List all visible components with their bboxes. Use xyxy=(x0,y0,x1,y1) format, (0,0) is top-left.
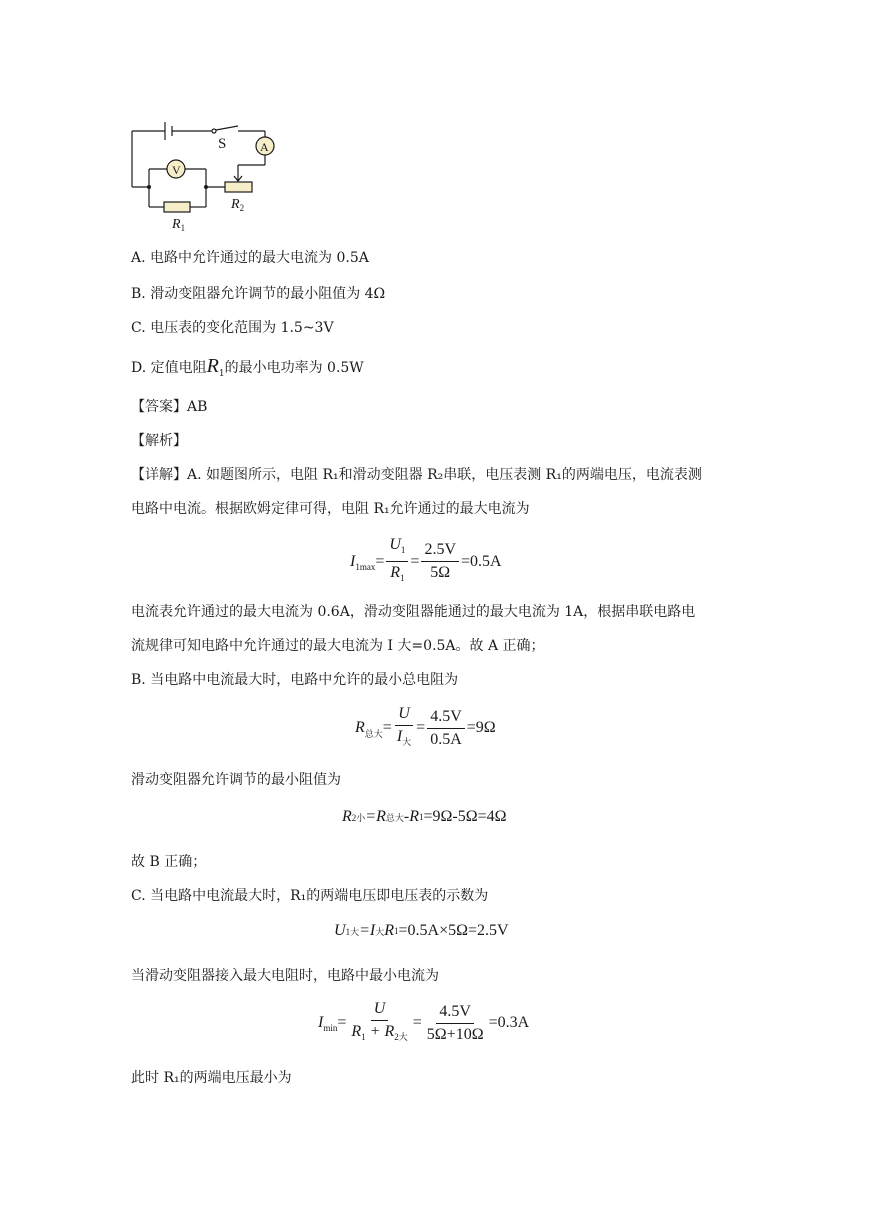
detail-p6: C. 当电路中电流最大时，R₁的两端电压即电压表的示数为 xyxy=(131,888,489,904)
switch-pivot xyxy=(212,129,216,133)
answer-label: 【答案】 xyxy=(131,399,187,415)
answer-value: AB xyxy=(187,399,208,415)
answer-line xyxy=(131,397,207,417)
detail-p1-line2: 电路中电流。根据欧姆定律可得，电阻 R₁允许通过的最大电流为 xyxy=(131,501,530,517)
analysis-label: 【解析】 xyxy=(131,433,187,449)
equation-2: R $_{总大}$ = $\frac{U}{I_大}$ = $\frac{4.5V}{0.5A}$ =9Ω xyxy=(355,705,496,748)
switch-blade xyxy=(216,126,238,130)
equation-5: I $_{min}$ = $\frac{U}{R_1 + R_{2大}}$ = $\frac{4.5V}{5\Omega+10\Omega}$ =0.3A xyxy=(318,1000,530,1043)
option-d: D. 定值电阻$R_1$的最小电功率为 0.5W xyxy=(131,355,364,379)
r2-label: $R_2$ xyxy=(231,197,245,213)
detail-p1-line1: 【详解】A. 如题图所示，电阻 R₁和滑动变阻器 R₂串联，电压表测 R₁的两端电压，电流表测 xyxy=(131,467,702,483)
detail-p8: 此时 R₁的两端电压最小为 xyxy=(131,1070,292,1086)
option-b: B. 滑动变阻器允许调节的最小阻值为 4Ω xyxy=(131,286,386,302)
equation-1: I $_{1max}$ = $\frac{U_1}{R_1}$ = $\frac{2.5V}{5\Omega}$ =0.5A xyxy=(350,536,502,584)
equation-3: R 2小 =R 总大 -R 1 =9Ω-5Ω=4Ω xyxy=(342,808,507,825)
detail-p5: 故 B 正确； xyxy=(131,854,207,870)
switch-label: S xyxy=(218,136,227,152)
ammeter-label: A xyxy=(260,140,269,154)
circuit-diagram xyxy=(120,110,280,240)
detail-p4: 滑动变阻器允许调节的最小阻值为 xyxy=(131,772,341,788)
detail-p2-line1: 电流表允许通过的最大电流为 0.6A，滑动变阻器能通过的最大电流为 1A，根据串联电路电 xyxy=(131,604,696,620)
rheostat-r2 xyxy=(225,182,252,192)
resistor-r1 xyxy=(164,202,190,212)
detail-p2-line2: 流规律可知电路中允许通过的最大电流为 I 大=0.5A。故 A 正确； xyxy=(131,638,545,654)
r1-label: $R_1$ xyxy=(172,217,186,233)
junction-dot xyxy=(204,185,208,189)
voltmeter-label: V xyxy=(172,163,181,177)
detail-p3: B. 当电路中电流最大时，电路中允许的最小总电阻为 xyxy=(131,672,459,688)
equation-4: U 1大 =I 大 R 1 =0.5A×5Ω=2.5V xyxy=(334,922,509,939)
junction-dot xyxy=(147,185,151,189)
option-c: C. 电压表的变化范围为 1.5~3V xyxy=(131,320,334,336)
option-a: A. 电路中允许通过的最大电流为 0.5A xyxy=(131,250,369,266)
detail-p7: 当滑动变阻器接入最大电阻时，电路中最小电流为 xyxy=(131,968,439,984)
